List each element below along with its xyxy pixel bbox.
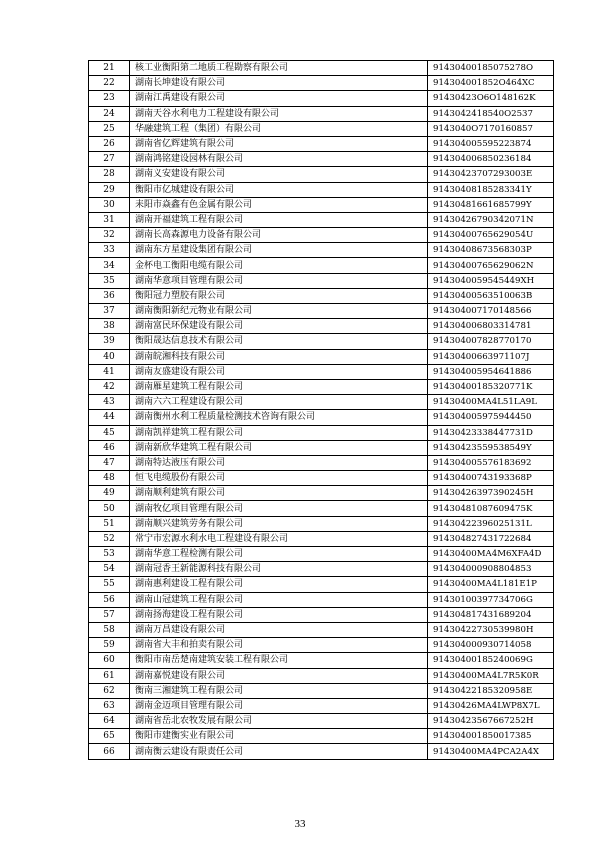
company-name: 核工业衡阳第二地质工程勘察有限公司 <box>130 61 428 76</box>
table-row <box>89 622 554 637</box>
company-name: 湖南衡云建设有限责任公司 <box>130 744 428 759</box>
company-name: 湖南金迈项目管理有限公司 <box>130 698 428 713</box>
company-name: 湖南友盛建设有限公司 <box>130 364 428 379</box>
table-row <box>89 486 554 501</box>
credit-code: 91430422185320958E <box>428 683 554 698</box>
company-table-body <box>89 61 554 760</box>
company-name: 湖南特达液压有限公司 <box>130 455 428 470</box>
company-name: 湖南江禹建设有限公司 <box>130 91 428 106</box>
credit-code: 91430400185240069G <box>428 653 554 668</box>
table-row <box>89 258 554 273</box>
table-row <box>89 440 554 455</box>
credit-code: 91430423567667252H <box>428 714 554 729</box>
credit-code: 91430481087609475K <box>428 501 554 516</box>
credit-code: 914304827431722684 <box>428 531 554 546</box>
table-row <box>89 501 554 516</box>
table-row <box>89 547 554 562</box>
row-number: 62 <box>89 683 130 698</box>
company-name: 恒飞电缆股份有限公司 <box>130 471 428 486</box>
table-row <box>89 455 554 470</box>
row-number: 50 <box>89 501 130 516</box>
table-row <box>89 91 554 106</box>
row-number: 52 <box>89 531 130 546</box>
row-number: 34 <box>89 258 130 273</box>
credit-code: 91430400743193368P <box>428 471 554 486</box>
company-name: 湖南天谷水利电力工程建设有限公司 <box>130 106 428 121</box>
row-number: 37 <box>89 304 130 319</box>
table-row <box>89 729 554 744</box>
company-name: 湖南皖湘科技有限公司 <box>130 349 428 364</box>
credit-code: 914304006850236184 <box>428 152 554 167</box>
company-name: 金杯电工衡阳电缆有限公司 <box>130 258 428 273</box>
table-row <box>89 288 554 303</box>
table-row <box>89 61 554 76</box>
row-number: 45 <box>89 425 130 440</box>
table-row <box>89 638 554 653</box>
table-row <box>89 698 554 713</box>
company-name: 湖南冠香王新能源科技有限公司 <box>130 562 428 577</box>
row-number: 33 <box>89 243 130 258</box>
row-number: 55 <box>89 577 130 592</box>
company-name: 湖南东方星建设集团有限公司 <box>130 243 428 258</box>
row-number: 65 <box>89 729 130 744</box>
credit-code: 91430408185283341Y <box>428 182 554 197</box>
table-row <box>89 607 554 622</box>
table-row <box>89 136 554 151</box>
company-name: 湖南扬海建设工程有限公司 <box>130 607 428 622</box>
table-row <box>89 683 554 698</box>
credit-code: 91430400185320771K <box>428 379 554 394</box>
row-number: 47 <box>89 455 130 470</box>
company-name: 湖南省大丰和拍卖有限公司 <box>130 638 428 653</box>
credit-code: 91430400765629062N <box>428 258 554 273</box>
company-name: 常宁市宏源水利水电工程建设有限公司 <box>130 531 428 546</box>
credit-code: 914304005595223874 <box>428 136 554 151</box>
company-name: 湖南新欣华建筑工程有限公司 <box>130 440 428 455</box>
table-row <box>89 744 554 759</box>
row-number: 56 <box>89 592 130 607</box>
credit-code: 91430426790342071N <box>428 212 554 227</box>
row-number: 49 <box>89 486 130 501</box>
company-name: 耒阳市焱鑫有色金属有限公司 <box>130 197 428 212</box>
company-name: 湖南省岳北农牧发展有限公司 <box>130 714 428 729</box>
credit-code: 914304001852O464XC <box>428 76 554 91</box>
credit-code: 91430400MA4M6XFA4D <box>428 547 554 562</box>
company-name: 华融建筑工程（集团）有限公司 <box>130 121 428 136</box>
row-number: 41 <box>89 364 130 379</box>
credit-code: 91430400MA4L181E1P <box>428 577 554 592</box>
row-number: 29 <box>89 182 130 197</box>
company-name: 湖南牧亿项目管理有限公司 <box>130 501 428 516</box>
table-row <box>89 714 554 729</box>
company-name: 湖南六六工程建设有限公司 <box>130 395 428 410</box>
row-number: 24 <box>89 106 130 121</box>
table-row <box>89 243 554 258</box>
row-number: 26 <box>89 136 130 151</box>
table-row <box>89 152 554 167</box>
table-row <box>89 562 554 577</box>
row-number: 38 <box>89 319 130 334</box>
row-number: 64 <box>89 714 130 729</box>
row-number: 53 <box>89 547 130 562</box>
row-number: 58 <box>89 622 130 637</box>
credit-code: 9143042418540O2537 <box>428 106 554 121</box>
credit-code: 9143040059545449XH <box>428 273 554 288</box>
company-name: 湖南开福建筑工程有限公司 <box>130 212 428 227</box>
row-number: 35 <box>89 273 130 288</box>
company-name: 湖南义安建设有限公司 <box>130 167 428 182</box>
row-number: 43 <box>89 395 130 410</box>
company-name: 湖南惠利建设工程有限公司 <box>130 577 428 592</box>
credit-code: 91430426397390245H <box>428 486 554 501</box>
table-row <box>89 121 554 136</box>
row-number: 61 <box>89 668 130 683</box>
company-name: 衡南三湘建筑工程有限公司 <box>130 683 428 698</box>
table-row <box>89 197 554 212</box>
table-row <box>89 592 554 607</box>
credit-code: 914304001850017385 <box>428 729 554 744</box>
row-number: 21 <box>89 61 130 76</box>
credit-code: 91430426MA4LWP8X7L <box>428 698 554 713</box>
row-number: 59 <box>89 638 130 653</box>
row-number: 54 <box>89 562 130 577</box>
credit-code: 914304007828770170 <box>428 334 554 349</box>
row-number: 31 <box>89 212 130 227</box>
table-row <box>89 106 554 121</box>
row-number: 51 <box>89 516 130 531</box>
table-row <box>89 182 554 197</box>
company-name: 湖南衡阳新纪元物业有限公司 <box>130 304 428 319</box>
table-row <box>89 228 554 243</box>
credit-code: 91430400MA4PCA2A4X <box>428 744 554 759</box>
credit-code: 91430481661685799Y <box>428 197 554 212</box>
row-number: 22 <box>89 76 130 91</box>
table-row <box>89 273 554 288</box>
table-row <box>89 471 554 486</box>
row-number: 60 <box>89 653 130 668</box>
credit-code: 91430422396025131L <box>428 516 554 531</box>
table-row <box>89 212 554 227</box>
row-number: 28 <box>89 167 130 182</box>
row-number: 57 <box>89 607 130 622</box>
credit-code: 91430422730539980H <box>428 622 554 637</box>
company-name: 湖南山冠建筑工程有限公司 <box>130 592 428 607</box>
table-row <box>89 319 554 334</box>
table-row <box>89 379 554 394</box>
row-number: 39 <box>89 334 130 349</box>
credit-code: 914304000930714058 <box>428 638 554 653</box>
company-name: 衡阳晟达信息技术有限公司 <box>130 334 428 349</box>
credit-code: 91430400663971107J <box>428 349 554 364</box>
company-name: 衡阳市南岳楚南建筑安装工程有限公司 <box>130 653 428 668</box>
row-number: 44 <box>89 410 130 425</box>
row-number: 36 <box>89 288 130 303</box>
table-row <box>89 167 554 182</box>
company-name: 湖南顺兴建筑劳务有限公司 <box>130 516 428 531</box>
company-name: 湖南雁星建筑工程有限公司 <box>130 379 428 394</box>
credit-code: 91430400MA4L7R5K0R <box>428 668 554 683</box>
row-number: 63 <box>89 698 130 713</box>
table-row <box>89 364 554 379</box>
credit-code: 91430423559538549Y <box>428 440 554 455</box>
table-row <box>89 653 554 668</box>
credit-code: 914304007170148566 <box>428 304 554 319</box>
company-name: 湖南长高森源电力设备有限公司 <box>130 228 428 243</box>
company-name: 湖南长坤建设有限公司 <box>130 76 428 91</box>
page-number: 33 <box>294 818 306 830</box>
row-number: 66 <box>89 744 130 759</box>
credit-code: 914304000908804853 <box>428 562 554 577</box>
row-number: 32 <box>89 228 130 243</box>
row-number: 27 <box>89 152 130 167</box>
table-row <box>89 531 554 546</box>
company-name: 湖南嘉悦建设有限公司 <box>130 668 428 683</box>
credit-code: 914304006803314781 <box>428 319 554 334</box>
credit-code: 914304817431689204 <box>428 607 554 622</box>
company-name: 湖南鸿铭建设园林有限公司 <box>130 152 428 167</box>
company-name: 湖南华意工程检测有限公司 <box>130 547 428 562</box>
credit-code: 914304005576183692 <box>428 455 554 470</box>
row-number: 46 <box>89 440 130 455</box>
credit-code: 91430400185075278O <box>428 61 554 76</box>
credit-code: 91430408673568303P <box>428 243 554 258</box>
credit-code: 91430423338447731D <box>428 425 554 440</box>
credit-code: 91430423707293003E <box>428 167 554 182</box>
company-name: 衡阳市亿城建设有限公司 <box>130 182 428 197</box>
credit-code: 91430400765629054U <box>428 228 554 243</box>
table-row <box>89 76 554 91</box>
table-row <box>89 425 554 440</box>
credit-code: 91430400563510063B <box>428 288 554 303</box>
row-number: 30 <box>89 197 130 212</box>
company-name: 湖南富民环保建设有限公司 <box>130 319 428 334</box>
row-number: 42 <box>89 379 130 394</box>
credit-code: 9143040O7170160857 <box>428 121 554 136</box>
table-row <box>89 349 554 364</box>
table-row <box>89 395 554 410</box>
table-row <box>89 577 554 592</box>
company-name: 衡阳市建衡实业有限公司 <box>130 729 428 744</box>
company-name: 衡阳冠力塑胶有限公司 <box>130 288 428 303</box>
company-name: 湖南凯祥建筑工程有限公司 <box>130 425 428 440</box>
row-number: 48 <box>89 471 130 486</box>
company-name: 湖南万昌建设有限公司 <box>130 622 428 637</box>
credit-code: 91430423O6O148162K <box>428 91 554 106</box>
row-number: 40 <box>89 349 130 364</box>
company-name: 湖南华意项目管理有限公司 <box>130 273 428 288</box>
table-row <box>89 410 554 425</box>
company-name: 湖南衡州水利工程质量检测技术咨询有限公司 <box>130 410 428 425</box>
row-number: 25 <box>89 121 130 136</box>
company-name: 湖南顺利建筑有限公司 <box>130 486 428 501</box>
row-number: 23 <box>89 91 130 106</box>
table-row <box>89 516 554 531</box>
company-name: 湖南省亿辉建筑有限公司 <box>130 136 428 151</box>
table-row <box>89 668 554 683</box>
credit-code: 91430100397734706G <box>428 592 554 607</box>
credit-code: 914304005954641886 <box>428 364 554 379</box>
table-row <box>89 304 554 319</box>
credit-code: 91430400MA4L51LA9L <box>428 395 554 410</box>
credit-code: 914304005975944450 <box>428 410 554 425</box>
table-row <box>89 334 554 349</box>
company-table <box>88 60 554 760</box>
